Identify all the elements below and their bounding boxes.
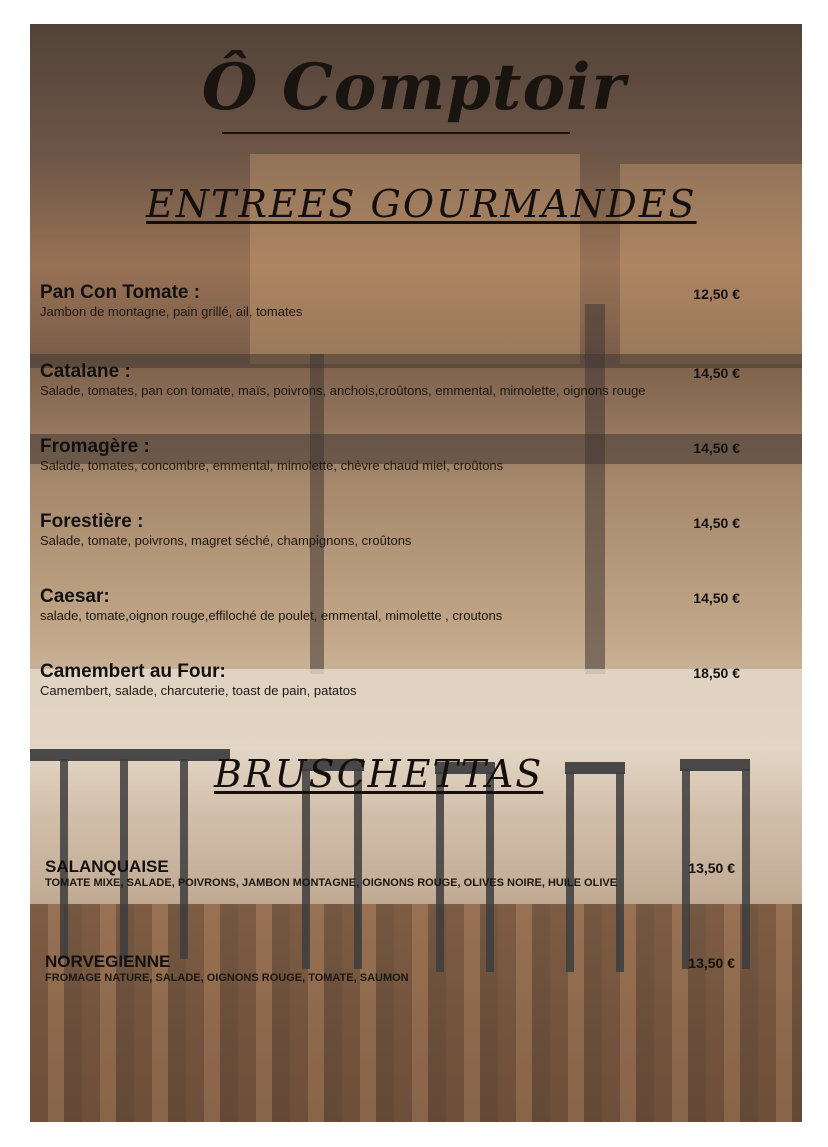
section-heading-bruschettas: BRUSCHETTAS (214, 752, 544, 796)
menu-item (40, 436, 740, 474)
restaurant-title: Ô Comptoir (201, 50, 627, 125)
item-description: Salade, tomate, poivrons, magret séché, champignons, croûtons (40, 533, 412, 548)
item-name: SALANQUAISE (45, 857, 169, 876)
item-name: Catalane : (40, 361, 131, 382)
item-description: Jambon de montagne, pain grillé, ail, tomates (40, 304, 303, 319)
item-description: TOMATE MIXE, SALADE, POIVRONS, JAMBON MONTAGNE, OIGNONS ROUGE, OLIVES NOIRE, HUILE OLIVE (45, 877, 618, 889)
item-name: Forestière : (40, 511, 144, 532)
item-name: Camembert au Four: (40, 661, 226, 682)
section-heading-entrees: ENTREES GOURMANDES (146, 182, 697, 226)
item-description: Salade, tomates, pan con tomate, maïs, poivrons, anchois,croûtons, emmental, mimolette, oignons rouge (40, 383, 646, 398)
item-price: 14,50 € (693, 515, 740, 531)
menu-item (45, 953, 740, 985)
title-underline (222, 132, 570, 134)
item-name: NORVEGIENNE (45, 952, 171, 971)
menu-item (40, 586, 740, 624)
item-name: Caesar: (40, 586, 110, 607)
item-description: salade, tomate,oignon rouge,effiloché de poulet, emmental, mimolette , croutons (40, 608, 503, 623)
item-description: Salade, tomates, concombre, emmental, mimolette, chèvre chaud miel, croûtons (40, 458, 504, 473)
item-description: FROMAGE NATURE, SALADE, OIGNONS ROUGE, TOMATE, SAUMON (45, 972, 409, 984)
menu-item (40, 661, 740, 699)
item-name: Fromagère : (40, 436, 150, 457)
item-price: 18,50 € (693, 665, 740, 681)
menu-item (40, 511, 740, 549)
item-name: Pan Con Tomate : (40, 282, 201, 303)
item-price: 12,50 € (693, 286, 740, 302)
item-price: 13,50 € (688, 955, 735, 971)
menu-item (45, 858, 740, 890)
item-price: 14,50 € (693, 440, 740, 456)
item-price: 13,50 € (688, 860, 735, 876)
item-price: 14,50 € (693, 365, 740, 381)
item-price: 14,50 € (693, 590, 740, 606)
menu-item (40, 282, 740, 320)
menu-item (40, 361, 740, 399)
item-description: Camembert, salade, charcuterie, toast de pain, patatos (40, 683, 357, 698)
